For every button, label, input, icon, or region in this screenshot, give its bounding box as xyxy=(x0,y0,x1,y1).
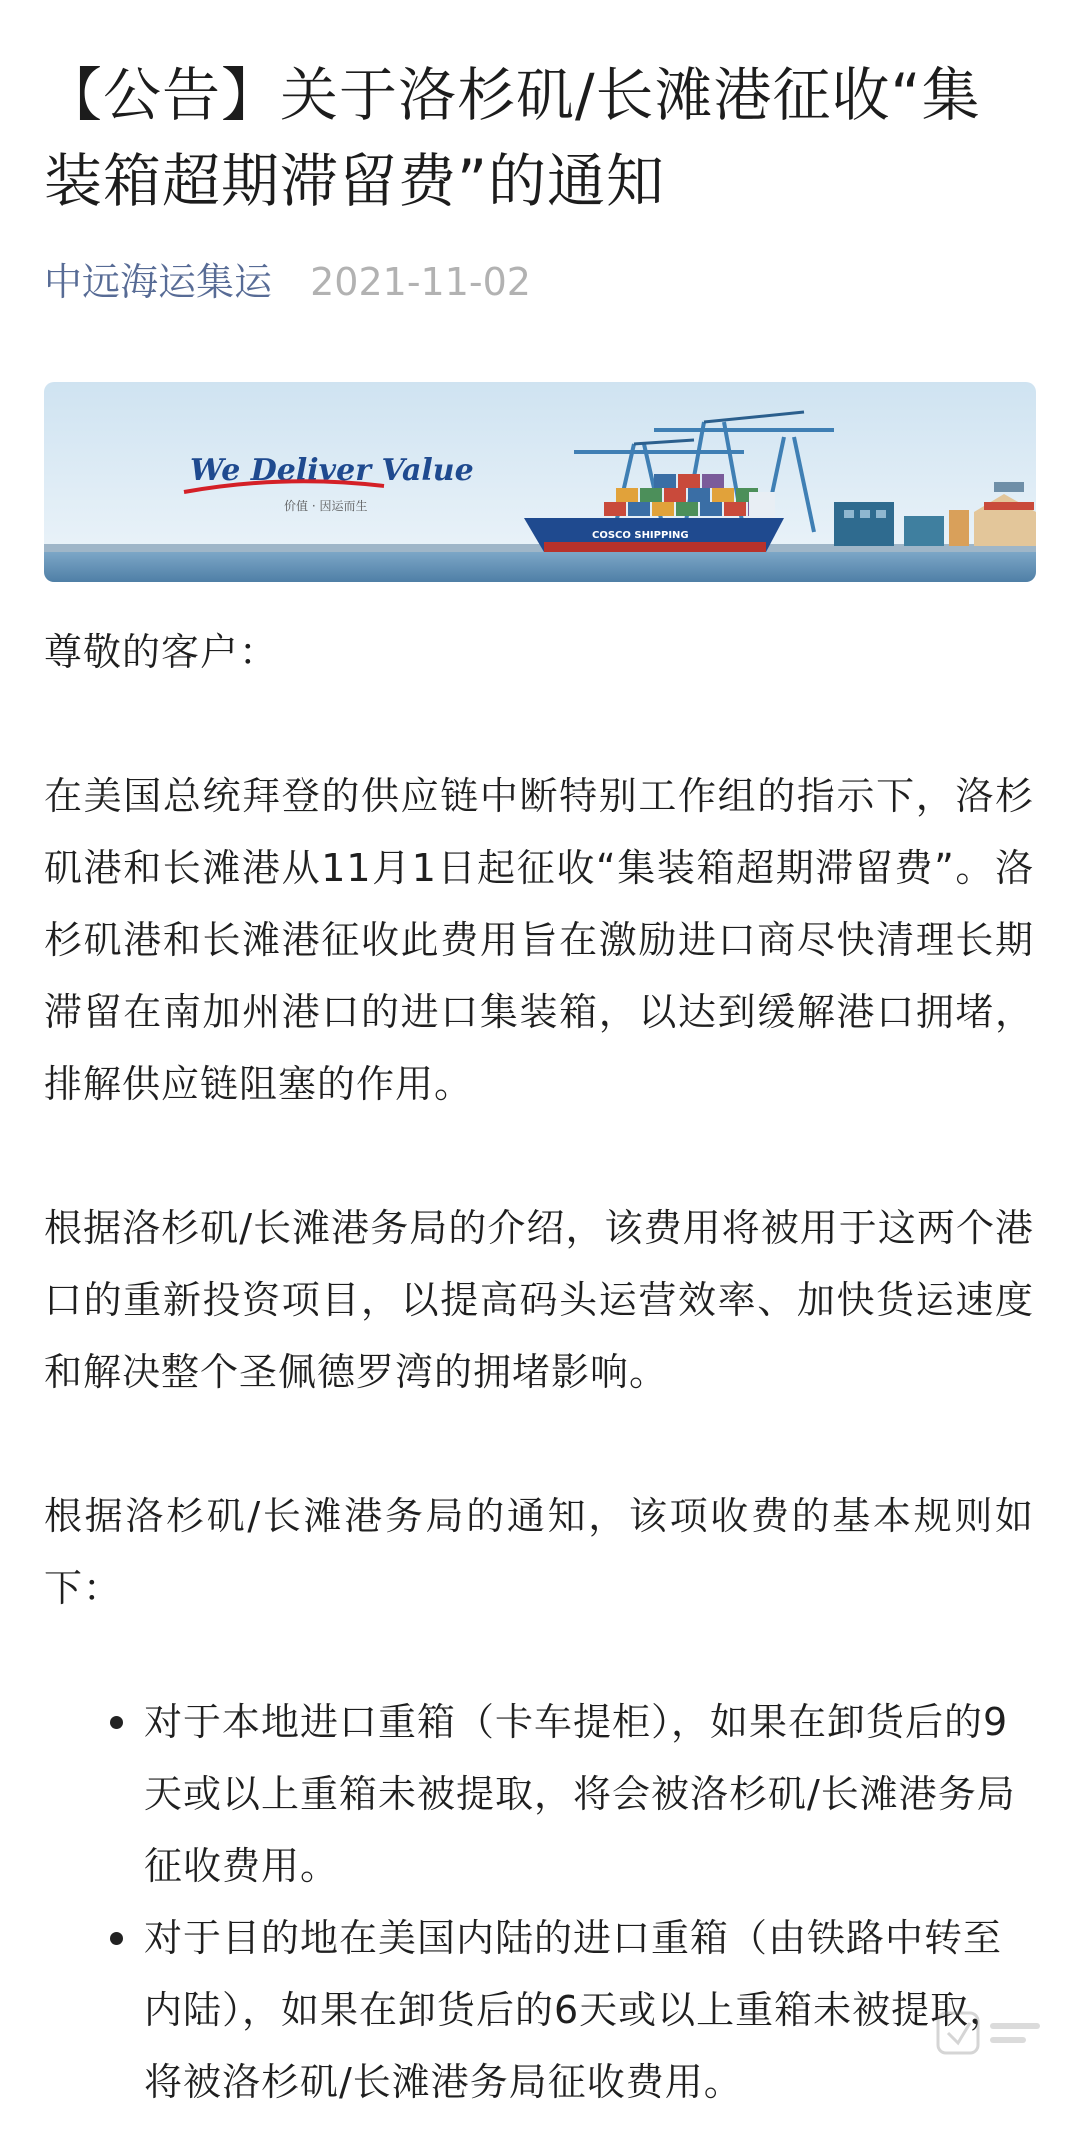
banner-slogan: We Deliver Value xyxy=(190,453,474,488)
bullet-dot-icon xyxy=(110,1716,123,1729)
cosco-banner-image xyxy=(44,382,1036,582)
banner-ship-name: COSCO SHIPPING xyxy=(592,530,689,541)
article xyxy=(44,52,1034,2118)
banner-slogan-sub: 价值 · 因运而生 xyxy=(284,499,368,513)
rule-text: 对于本地进口重箱（卡车提柜），如果在卸货后的9天或以上重箱未被提取，将会被洛杉矶/长滩港务局征收费用。 xyxy=(144,1700,1016,1888)
bullet-dot-icon xyxy=(110,1932,123,1945)
rule-text: 对于目的地在美国内陆的进口重箱（由铁路中转至内陆），如果在卸货后的6天或以上重箱未被提取，将被洛杉矶/长滩港务局征收费用。 xyxy=(144,1916,1009,2104)
publish-date: 2021-11-02 xyxy=(310,260,531,304)
banner-illustration xyxy=(44,382,1036,582)
rule-item xyxy=(44,1686,1034,1902)
article-body xyxy=(44,616,1034,2118)
app-watermark-icon xyxy=(930,2005,1050,2065)
paragraph-3: 根据洛杉矶/长滩港务局的通知，该项收费的基本规则如下： xyxy=(44,1494,1034,1610)
greeting-text: 尊敬的客户： xyxy=(44,630,279,674)
rule-item xyxy=(44,1902,1034,2118)
paragraph-1: 在美国总统拜登的供应链中断特别工作组的指示下，洛杉矶港和长滩港从11月1日起征收“集装箱超期滞留费”。洛杉矶港和长滩港征收此费用旨在激励进口商尽快清理长期滞留在南加州港口的进口集装箱，以达到缓解港口拥堵，排解供应链阻塞的作用。 xyxy=(44,774,1034,1106)
account-name-link[interactable]: 中远海运集运 xyxy=(44,260,273,304)
rules-list xyxy=(44,1686,1034,2118)
article-meta xyxy=(44,258,1034,306)
paragraph-2: 根据洛杉矶/长滩港务局的介绍，该费用将被用于这两个港口的重新投资项目，以提高码头运营效率、加快货运速度和解决整个圣佩德罗湾的拥堵影响。 xyxy=(44,1206,1034,1394)
article-title: 【公告】关于洛杉矶/长滩港征收“集装箱超期滞留费”的通知 xyxy=(44,61,981,215)
